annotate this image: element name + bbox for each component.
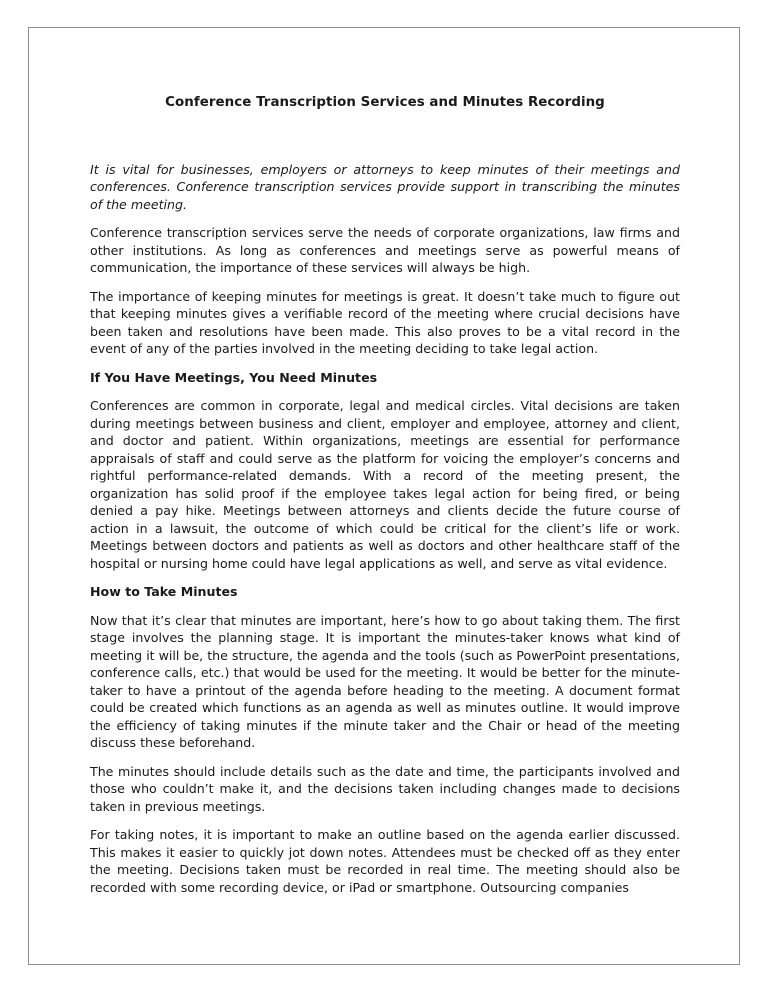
intro-paragraph: It is vital for businesses, employers or attorneys to keep minutes of their meetings and conferences. Conference transcription services provide support in transcribing the minutes of the meeting. — [90, 161, 680, 212]
body-paragraph-2: The importance of keeping minutes for meetings is great. It doesn’t take much to figure out that keeping minutes gives a verifiable record of the meeting where crucial decisions have been taken and resolutions have been made. This also proves to be a vital record in the event of any of the parties involved in the meeting deciding to take legal action. — [90, 288, 680, 356]
body-paragraph-6: For taking notes, it is important to make an outline based on the agenda earlier discussed. This makes it easier to quickly jot down notes. Attendees must be checked off as they enter the meeting. Decisions taken must be recorded in real time. The meeting should also be recorded with some recording device, or iPad or smartphone. Outsourcing companies — [90, 827, 680, 895]
document-title: Conference Transcription Services and Minutes Recording — [165, 95, 605, 110]
body-paragraph-1: Conference transcription services serve the needs of corporate organizations, law firms and other institutions. As long as conferences and meetings serve as powerful means of communication, the importance of these services will always be high. — [90, 225, 680, 275]
section-heading-meetings-need-minutes: If You Have Meetings, You Need Minutes — [90, 369, 378, 385]
document-page — [28, 27, 740, 965]
page-content — [90, 94, 680, 896]
body-paragraph-3: Conferences are common in corporate, legal and medical circles. Vital decisions are taken during meetings between business and client, employer and employee, attorney and client, and doctor and patient. Within organizations, meetings are essential for performance appraisals of staff and could serve as the platform for voicing the employer’s concerns and rightful performance-related demands. With a record of the meeting present, the organization has solid proof if the employee takes legal action for being fired, or being denied a pay hike. Meetings between attorneys and clients decide the future course of action in a lawsuit, the outcome of which could be critical for the client’s life or work. Meetings between doctors and patients as well as doctors and other healthcare staff of the hospital or nursing home could have legal applications as well, and serve as vital evidence. — [90, 398, 680, 571]
body-paragraph-4: Now that it’s clear that minutes are important, here’s how to go about taking them. The first stage involves the planning stage. It is important the minutes-taker knows what kind of meeting it will be, the structure, the agenda and the tools (such as PowerPoint presentations, conference calls, etc.) that would be used for the meeting. It would be better for the minute-taker to have a printout of the agenda before heading to the meeting. A document format could be created which functions as an agenda as well as minutes outline. It would improve the efficiency of taking minutes if the minute taker and the Chair or head of the meeting discuss these beforehand. — [90, 612, 680, 750]
section-heading-how-to-take-minutes: How to Take Minutes — [90, 584, 238, 599]
body-paragraph-5: The minutes should include details such as the date and time, the participants involved and those who couldn’t make it, and the decisions taken including changes made to decisions taken in previous meetings. — [90, 763, 680, 814]
